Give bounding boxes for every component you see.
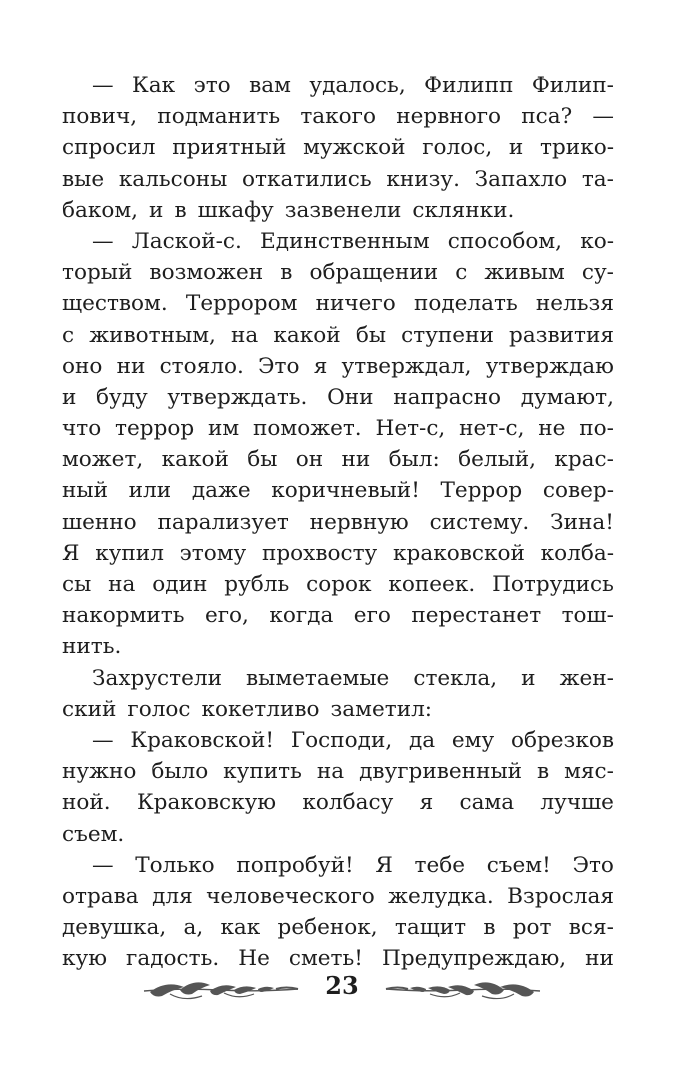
- text-line: ский голос кокетливо заметил:: [62, 696, 433, 722]
- page-footer: [140, 966, 544, 1012]
- text-line: с животным, на какой бы ступени развития: [62, 322, 614, 348]
- text-line: ной. Краковскую колбасу я сама лучше: [62, 790, 614, 816]
- page-number: 23: [325, 971, 359, 1000]
- text-line: Я купил этому прохвосту краковской колба-: [62, 540, 614, 566]
- text-line: оно ни стояло. Это я утверждал, утверждаю: [62, 353, 614, 379]
- text-line: и буду утверждать. Они напрасно думают,: [62, 384, 614, 410]
- text-line: кую гадость. Не сметь! Предупреждаю, ни: [62, 946, 614, 972]
- text-line: — Краковской! Господи, да ему обрезков: [92, 727, 614, 753]
- text-line: съем.: [62, 821, 125, 847]
- flourish-ornament-right-icon: [382, 976, 544, 1004]
- text-line: пович, подманить такого нервного пса? —: [62, 104, 614, 130]
- text-line: — Как это вам удалось, Филипп Филип-: [92, 73, 614, 98]
- text-line: отрава для человеческого желудка. Взрослая: [62, 883, 614, 909]
- text-line: девушка, а, как ребенок, тащит в рот вся-: [62, 915, 614, 941]
- text-line: спросил приятный мужской голос, и трико-: [62, 135, 614, 161]
- text-line: — Только попробуй! Я тебе съем! Это: [92, 852, 614, 878]
- text-line: шенно парализует нервную систему. Зина!: [62, 509, 614, 535]
- text-line: — Лаской-с. Единственным способом, ко-: [92, 228, 614, 254]
- text-line: что террор им поможет. Нет-с, нет-с, не по-: [62, 416, 614, 442]
- text-line: может, какой бы он ни был: белый, крас-: [62, 447, 614, 473]
- text-line: накормить его, когда его перестанет тош-: [62, 603, 614, 629]
- text-line: баком, и в шкафу зазвенели склянки.: [62, 197, 515, 223]
- body-text: [62, 70, 614, 974]
- text-line: вые кальсоны откатились книзу. Запахло та-: [62, 166, 614, 192]
- text-line: торый возможен в обращении с живым су-: [62, 260, 614, 286]
- text-line: Захрустели выметаемые стекла, и жен-: [92, 665, 614, 691]
- text-line: нить.: [62, 634, 122, 660]
- text-line: ный или даже коричневый! Террор совер-: [62, 478, 614, 504]
- text-line: нужно было купить на двугривенный в мяс-: [62, 759, 614, 785]
- text-line: ществом. Террором ничего поделать нельзя: [62, 291, 614, 317]
- text-line: сы на один рубль сорок копеек. Потрудись: [62, 572, 614, 597]
